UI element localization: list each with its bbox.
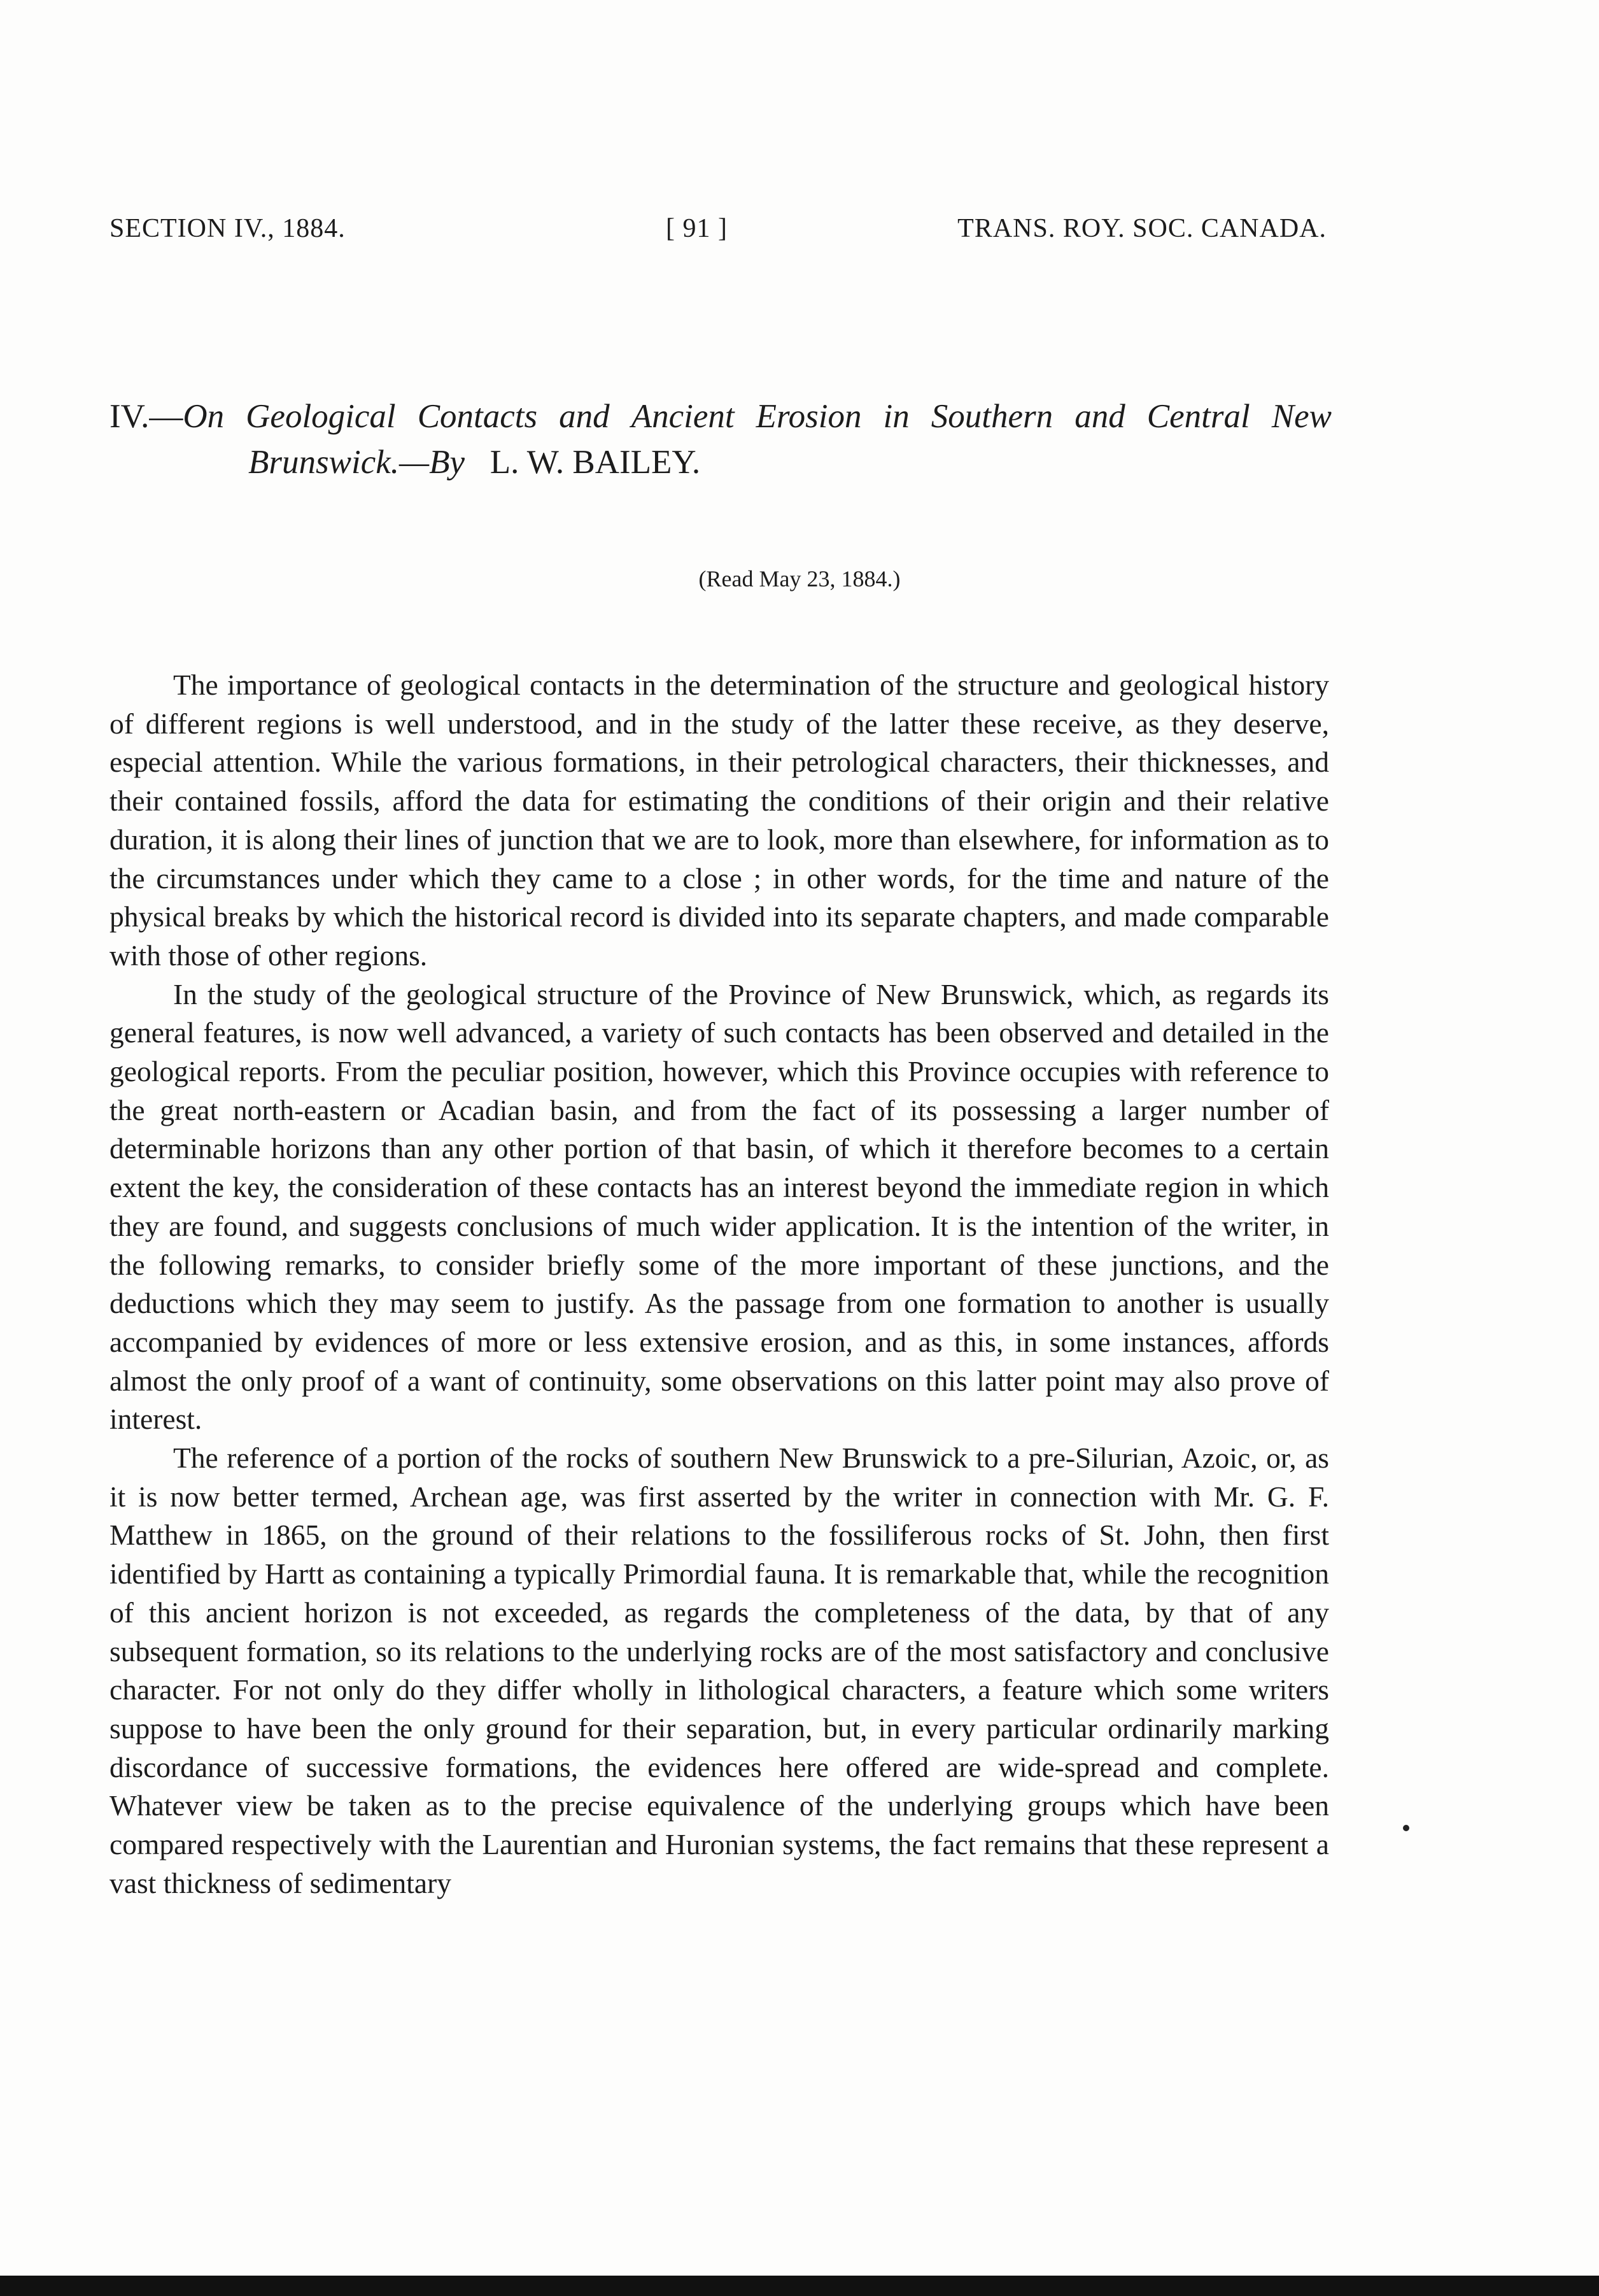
title-word: Ancient [631,398,735,435]
section-label: SECTION IV., 1884. [109,214,346,243]
read-date: (Read May 23, 1884.) [698,566,901,592]
title-word: Contacts [417,398,538,435]
title-word: and [1074,398,1125,435]
running-head [109,213,1327,252]
article-title [109,393,1332,485]
paragraph: The reference of a portion of the rocks of southern New Brunswick to a pre-Silurian, Azoic, or, as it is now better termed, Archean age, was first asserted by the writer in connection with Mr. G. F. Matthew in 1865, on the ground of their relations to the fossiliferous rocks of St. John, then first identified by Hartt as containing a typically Primordial fauna. It is remarkable that, while the recognition of this ancient horizon is not exceeded, as regards the completeness of the data, by that of any subsequent formation, so its relations to the underlying rocks are of the most satisfactory and conclusive character. For not only do they differ wholly in lithological characters, a feature which some writers suppose to have been the only ground for their separation, but, in every particular ordinarily marking discordance of successive formations, the evidences here offered are wide-spread and complete. Whatever view be taken as to the precise equivalence of the underlying groups which have been compared respectively with the Laurentian and Huronian systems, the fact remains that these represent a vast thickness of sedimentary [109,1442,1329,1899]
title-line-1 [109,393,1332,439]
title-word: and [559,398,610,435]
paragraph: The importance of geological contacts in the determination of the structure and geological history of different regions is well understood, and in the study of the latter these receive, as they deserve, especial attention. While the various formations, in their petrological characters, their thicknesses, and their contained fossils, afford the data for estimating the conditions of their origin and their relative duration, it is along their lines of junction that we are to look, more than elsewhere, for information as to the circumstances under which they came to a close ; in other words, for the time and nature of the physical breaks by which the historical record is divided into its separate chapters, and made comparable with those of other regions. [109,669,1329,972]
title-line-2 [109,439,1332,485]
title-word: New [1271,398,1332,435]
scan-edge-bar [0,2276,1599,2296]
title-numeral-and-word [109,393,224,439]
margin-speck [1403,1825,1409,1831]
page-number: [ 91 ] [666,214,728,243]
title-word: On [183,398,225,435]
title-word: Erosion [756,398,862,435]
body-text [109,666,1329,1903]
title-word: in [883,398,910,435]
title-word: Southern [931,398,1053,435]
title-continuation: Brunswick.—By [248,444,465,481]
journal-label: TRANS. ROY. SOC. CANADA. [957,214,1327,243]
paragraph: In the study of the geological structure of the Province of New Brunswick, which, as regards its general features, is now well advanced, a variety of such contacts has been observed and detailed in the geological reports. From the peculiar position, however, which this Province occupies with reference to the great north-eastern or Acadian basin, and from the fact of its possessing a larger number of determinable horizons than any other portion of that basin, of which it therefore becomes to a certain extent the key, the consideration of these contacts has an interest beyond the immediate region in which they are found, and suggests conclusions of much wider application. It is the intention of the writer, in the following remarks, to consider briefly some of the more important of these junctions, and the deductions which they may seem to justify. As the passage from one formation to another is usually accompanied by evidences of more or less extensive erosion, and as this, in some instances, affords almost the only proof of a want of continuity, some observations on this latter point may also prove of interest. [109,977,1329,1436]
title-word: Central [1146,398,1250,435]
title-numeral: IV.— [109,398,183,435]
author-name: L. W. BAILEY. [490,444,701,481]
title-word: Geological [246,398,396,435]
